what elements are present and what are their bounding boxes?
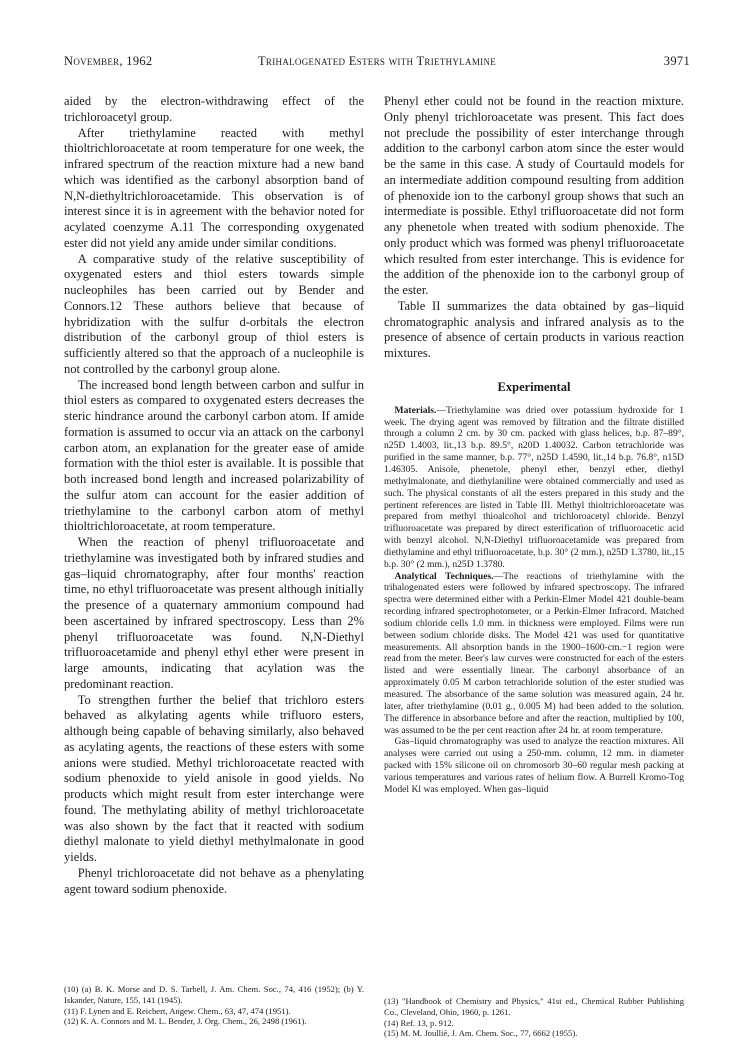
body-paragraph: Table II summarizes the data obtained by gas–liquid chromatographic analysis and infrared analysis as to the presence of absence of certain products in various reaction mixtures. [384,298,684,360]
right-column [384,94,684,796]
footnote: (12) K. A. Connors and M. L. Bender, J. Org. Chem., 26, 2498 (1961). [64,1016,307,1027]
runin-heading: Analytical Techniques. [394,570,494,582]
header-page-number: 3971 [663,54,690,68]
section-heading: Experimental [497,379,571,394]
footnotes-left [64,984,364,1027]
body-paragraph: To strengthen further the belief that trichloro esters behaved as alkylating agents while trifluoro esters, although being capable of behaving similarly, also behaved as acylating agents, the reactions of these esters with some anions were studied. Methyl trichloroacetate reacted with sodium phenoxide to yield anisole in good yields. No products which might result from ester interchange were found. The methylating ability of methyl trichloroacetate was also shown by the fact that it reacted with sodium diethyl malonate to yield diethyl methylmalonate in good yields. [64,692,364,864]
header-date: November, 1962 [64,54,153,68]
experimental-text: —The reactions of triethylamine with the trihalogenated esters were followed by infrared spectroscopy. The infrared spectra were determined either with a Perkin-Elmer Model 421 double-beam recording infrared spectrophotometer, or a Perkin-Elmer Infracord. Matched sodium chloride cells 1.0 mm. in thickness were employed. Films were run between sodium chloride disks. The Model 421 was used for quantitative measurements. All absorption bands in the 1900–1600-cm.−1 region were read from the meter. Beer's law curves were constructed for each of the esters listed and were essentially linear. The carbonyl absorbance of an approximately 0.05 M carbon tetrachloride solution of the ester studied was measured. The absorbance of the same solution was measured again, 24 hr. later, after triethylamine (0.01 g., 0.005 M) had been added to the solution. The difference in absorbance before and after the reaction, multiplied by 100, was assumed to be the per cent reaction after 24 hr. at room temperature. [384,570,685,736]
experimental-paragraph [384,405,684,571]
footnotes-right [384,996,684,1039]
footnote: (15) M. M. Joullié, J. Am. Chem. Soc., 77, 6662 (1955). [384,1028,578,1039]
footnote: (11) F. Lynen and E. Reichert, Angew. Chem., 63, 47, 474 (1951). [64,1005,291,1016]
body-paragraph: When the reaction of phenyl trifluoroacetate and triethylamine was investigated both by infrared studies and gas–liquid chromatography, after four months' reaction time, no ethyl trifluoroacetate was present although initially the presence of a quaternary ammonium compound had been ascertained by infrared spectroscopy. Less than 2% phenyl trifluoroacetate was found. N,N-Diethyl trifluoroacetamide and phenyl ethyl ether were present in large amounts, indicating that acylation was the predominant reaction. [64,535,364,691]
body-paragraph: A comparative study of the relative susceptibility of oxygenated esters and thiol esters towards simple nucleophiles has been carried out by Bender and Connors.12 These authors believe that because of hybridization with the sulfur d-orbitals the electron distribution of the carbonyl group of thiol esters is sufficiently altered so that the approach of a nucleophile is not controlled by the carbonyl group alone. [64,251,364,376]
body-paragraph: aided by the electron-withdrawing effect of the trichloroacetyl group. [64,94,364,124]
body-paragraph: The increased bond length between carbon and sulfur in thiol esters as compared to oxygenated esters decreases the steric hindrance around the carbonyl carbon atom. If amide formation is assumed to occur via an attack on the carbonyl carbon atom, an explanation for the greater ease of amide formation with the thiol ester is available. It is possible that both increased bond length and increased polarizability of the sulfur atom can account for the easier addition of triethylamine to the carbonyl carbon atom of methyl thioltrichloroacetate, at room temperature. [64,377,364,534]
experimental-paragraph [384,571,684,737]
body-paragraph: Phenyl trichloroacetate did not behave as a phenylating agent toward sodium phenoxide. [64,865,364,896]
body-paragraph: After triethylamine reacted with methyl thioltrichloroacetate at room temperature for one week, the infrared spectrum of the reaction mixture had a new band which was identified as the carbonyl absorption band of N,N-diethyltrichloroacetamide. This observation is of interest since it is in agreement with the behavior noted for acylated coenzyme A.11 The corresponding oxygenated ester did not yield any amide under similar conditions. [64,125,364,250]
experimental-text: —Triethylamine was dried over potassium hydroxide for 1 week. The drying agent was removed by filtration and the filtrate distilled through a column 2 cm. by 30 cm. packed with glass helices, b.p. 87–89°, n25D 1.4003, lit.,13 b.p. 89.5°, n20D 1.40032. Carbon tetrachloride was purified in the same manner, b.p. 77°, n25D 1.4590, lit.,14 b.p. 76.8°, n15D 1.46305. Anisole, phenetole, phenyl ether, benzyl ether, diethyl methylmalonate, and diethylaniline were obtained commercially and used as such. The physical constants of all the esters prepared in this study and the pertinent references are listed in Table III. Methyl thioltrichloroacetate was prepared from methyl thioalcohol and trichloroacetyl chloride. Benzyl trifluoroacetate was prepared by direct esterification of trifluoroacetic acid with benzyl alcohol. N,N-Diethyl trifluoroacetamide was prepared from diethylamine and ethyl trifluoroacetate, b.p. 30° (2 mm.), n25D 1.3780, lit.,15 b.p. 30° (2 mm.), n25D 1.3780. [384,404,684,570]
header-running-title: Trihalogenated Esters with Triethylamine [257,54,497,68]
footnote: (13) "Handbook of Chemistry and Physics," 41st ed., Chemical Rubber Publishing Co., Cleveland, Ohio, 1960, p. 1261. [384,996,684,1017]
footnote: (10) (a) B. K. Morse and D. S. Tarbell, J. Am. Chem. Soc., 74, 416 (1952); (b) Y. Iskander, Nature, 155, 141 (1945). [64,984,364,1005]
experimental-paragraph [384,736,684,795]
experimental-text: Gas–liquid chromatography was used to analyze the reaction mixtures. All analyses were carried out using a 250-mm. column, 12 mm. in diameter packed with 15% silicone oil on chromosorb 30–60 regular mesh packing at various temperatures and various rates of helium flow. A Burrell Kromo-Tog Model Kl was employed. When gas–liquid [384,736,684,795]
runin-heading: Materials. [394,404,437,416]
footnote: (14) Ref. 13, p. 912. [384,1017,454,1028]
left-column [64,94,364,897]
body-paragraph: Phenyl ether could not be found in the reaction mixture. Only phenyl trichloroacetate was present. This fact does not preclude the possibility of ester interchange through addition to the carbonyl carbon atom since the ester would be the same in this case. A study of Courtauld models for an intermediate addition compound resulting from addition of phenoxide ion to the carbonyl group shows that such an intermediate is possible. Ethyl trifluoroacetate did not form any phenetole when treated with sodium phenoxide. The only product which was formed was phenyl trifluoroacetate which resulted from ester interchange. This is evidence for the addition of the phenoxide ion to the carbonyl group of the ester. [384,94,684,297]
